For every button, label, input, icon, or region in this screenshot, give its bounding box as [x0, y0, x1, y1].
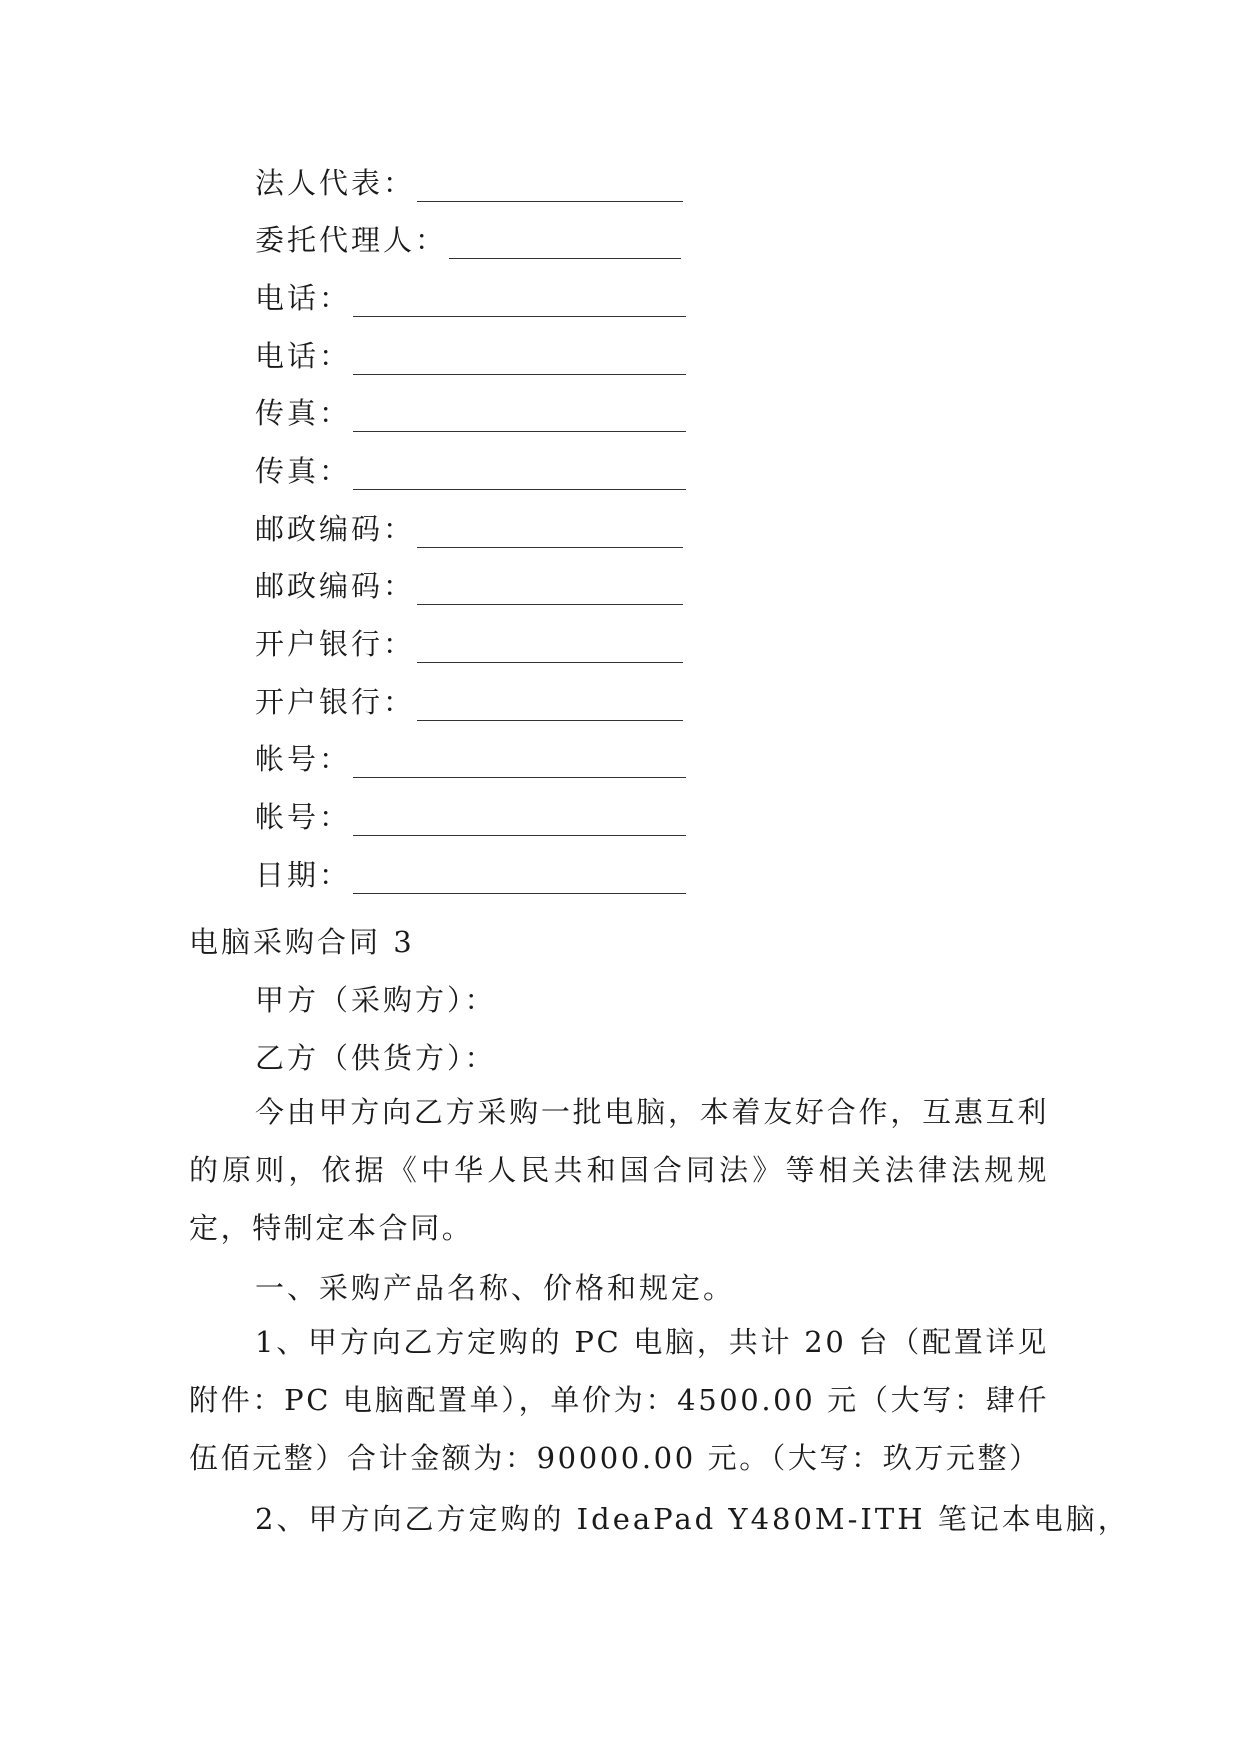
field-bank [255, 623, 683, 663]
field-label: 日期： [255, 858, 352, 892]
field-legal-representative [255, 162, 683, 202]
field-fax [255, 392, 686, 432]
fill-in-blank [353, 459, 686, 490]
intro-paragraph: 今由甲方向乙方采购一批电脑，本着友好合作，互惠互利的原则，依据《中华人民共和国合同法》等相关法律法规规定，特制定本合同。 [189, 1095, 1049, 1245]
field-phone [255, 335, 686, 375]
field-label: 帐号： [255, 742, 352, 776]
fill-in-blank [417, 574, 683, 605]
item-1-paragraph: 1、甲方向乙方定购的 PC 电脑，共计 20 台（配置详见附件：PC 电脑配置单），单价为：4500.00 元（大写：肆仟伍佰元整）合计金额为：90000.00 元。（大写：玖万元整） [189, 1325, 1049, 1475]
fill-in-blank [353, 401, 686, 432]
field-account [255, 796, 686, 836]
field-label: 帐号： [255, 800, 352, 834]
fill-in-blank [353, 805, 686, 836]
fill-in-blank [417, 171, 683, 202]
field-label: 传真： [255, 454, 352, 488]
fill-in-blank [417, 632, 683, 663]
field-postal-code [255, 508, 683, 548]
field-agent [255, 219, 681, 259]
field-fax [255, 450, 686, 490]
contract-title: 电脑采购合同 3 [189, 925, 415, 959]
field-phone [255, 277, 686, 317]
field-postal-code [255, 565, 683, 605]
section-1-heading: 一、采购产品名称、价格和规定。 [255, 1271, 736, 1305]
fill-in-blank [353, 863, 686, 894]
party-a-line: 甲方（采购方）： [255, 983, 497, 1017]
fill-in-blank [417, 690, 683, 721]
field-label: 电话： [255, 339, 352, 373]
field-label: 开户银行： [255, 685, 416, 719]
fill-in-blank [353, 747, 686, 778]
field-label: 委托代理人： [255, 223, 448, 257]
fill-in-blank [417, 517, 683, 548]
fill-in-blank [353, 286, 686, 317]
field-label: 传真： [255, 396, 352, 430]
fill-in-blank [353, 344, 686, 375]
field-account [255, 738, 686, 778]
item-2-paragraph: 2、甲方向乙方定购的 IdeaPad Y480M-ITH 笔记本电脑， [255, 1502, 1130, 1536]
field-label: 电话： [255, 281, 352, 315]
field-bank [255, 681, 683, 721]
field-label: 开户银行： [255, 627, 416, 661]
field-label: 邮政编码： [255, 512, 416, 546]
fill-in-blank [449, 228, 681, 259]
field-date [255, 854, 686, 894]
field-label: 邮政编码： [255, 569, 416, 603]
field-label: 法人代表： [255, 166, 416, 200]
party-b-line: 乙方（供货方）： [255, 1041, 497, 1075]
